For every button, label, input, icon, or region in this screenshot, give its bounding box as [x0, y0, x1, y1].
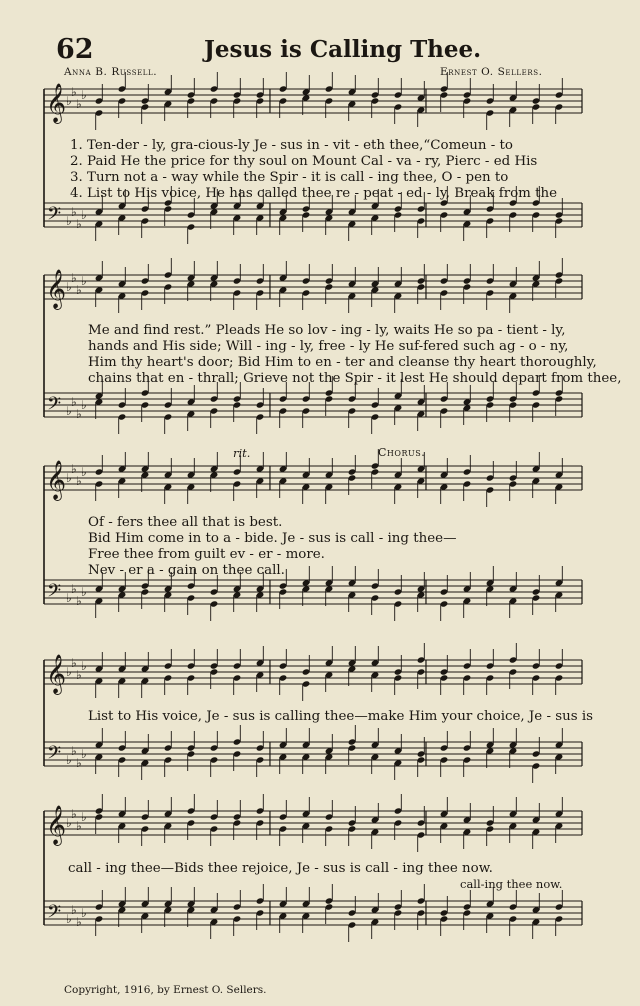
flat-sign: ♭	[71, 271, 77, 285]
flat-sign: ♭	[71, 85, 77, 99]
flat-sign: ♭	[76, 756, 82, 770]
flat-sign: ♭	[71, 582, 77, 596]
flat-sign: ♭	[66, 665, 72, 679]
flat-sign: ♭	[71, 807, 77, 821]
system5-lyric-alto: call-ing thee now.	[460, 877, 563, 891]
flat-sign: ♭	[71, 462, 77, 476]
flat-sign: ♭	[66, 912, 72, 926]
treble-clef: 𝄞	[46, 269, 67, 309]
flat-sign: ♭	[71, 903, 77, 917]
flat-sign: ♭	[81, 88, 87, 102]
system3-verse-4: Nev - er a - gain on thee call.	[88, 563, 285, 578]
flat-sign: ♭	[71, 744, 77, 758]
bass-clef: 𝄢	[47, 581, 62, 606]
flat-sign: ♭	[66, 591, 72, 605]
flat-sign: ♭	[81, 398, 87, 412]
hymn-composer: Ernest O. Sellers.	[440, 66, 543, 78]
flat-sign: ♭	[76, 97, 82, 111]
treble-clef: 𝄞	[46, 654, 67, 694]
system1-verse-4: 4. List to His voice, He has called thee re - peat - ed - ly, Break from the	[70, 186, 558, 201]
hymn-title: Jesus is Calling Thee.	[204, 36, 482, 63]
flat-sign: ♭	[76, 407, 82, 421]
bass-clef: 𝄢	[47, 394, 62, 419]
flat-sign: ♭	[76, 668, 82, 682]
flat-sign: ♭	[81, 585, 87, 599]
flat-sign: ♭	[81, 747, 87, 761]
flat-sign: ♭	[66, 753, 72, 767]
flat-sign: ♭	[71, 205, 77, 219]
flat-sign: ♭	[76, 594, 82, 608]
flat-sign: ♭	[81, 659, 87, 673]
flat-sign: ♭	[66, 214, 72, 228]
flat-sign: ♭	[71, 395, 77, 409]
copyright-notice: Copyright, 1916, by Ernest O. Sellers.	[64, 984, 267, 996]
flat-sign: ♭	[81, 274, 87, 288]
system2-verse-3: Him thy heart's door; Bid Him to en - ter and cleanse thy heart thoroughly,	[88, 355, 597, 370]
system3-verse-1: Of - fers thee all that is best.	[88, 515, 283, 530]
flat-sign: ♭	[71, 656, 77, 670]
ritardando-mark: rit.	[233, 446, 251, 460]
treble-clef: 𝄞	[46, 460, 67, 500]
system2-verse-1: Me and find rest.” Pleads He so lov - ing - ly, waits He so pa - tient - ly,	[88, 323, 566, 338]
flat-sign: ♭	[66, 404, 72, 418]
flat-sign: ♭	[76, 915, 82, 929]
chorus-label: Chorus.	[378, 446, 426, 459]
system1-verse-3: 3. Turn not a - way while the Spir - it is call - ing thee, O - pen to	[70, 170, 509, 185]
treble-clef: 𝄞	[46, 805, 67, 845]
bass-clef: 𝄢	[47, 902, 62, 927]
flat-sign: ♭	[76, 217, 82, 231]
flat-sign: ♭	[76, 283, 82, 297]
flat-sign: ♭	[66, 94, 72, 108]
flat-sign: ♭	[81, 208, 87, 222]
treble-clef: 𝄞	[46, 83, 67, 123]
system2-verse-2: hands and His side; Will - ing - ly, free - ly He suf-fered such ag - o - ny,	[88, 339, 569, 354]
bass-clef: 𝄢	[47, 204, 62, 229]
hymn-author: Anna B. Russell.	[64, 66, 158, 78]
hymn-number: 62	[56, 34, 94, 65]
flat-sign: ♭	[81, 465, 87, 479]
system5-lyric: call - ing thee—Bids thee rejoice, Je - sus is call - ing thee now.	[68, 861, 493, 876]
system4-lyric: List to His voice, Je - sus is calling thee—make Him your choice, Je - sus is	[88, 709, 594, 724]
system1-verse-2: 2. Paid He the price for thy soul on Mount Cal - va - ry, Pierc - ed His	[70, 154, 538, 169]
flat-sign: ♭	[76, 474, 82, 488]
flat-sign: ♭	[76, 819, 82, 833]
bass-clef: 𝄢	[47, 743, 62, 768]
flat-sign: ♭	[66, 280, 72, 294]
system3-verse-2: Bid Him come in to a - bide. Je - sus is call - ing thee—	[88, 531, 457, 546]
flat-sign: ♭	[66, 471, 72, 485]
system3-verse-3: Free thee from guilt ev - er - more.	[88, 547, 325, 562]
system2-verse-4: chains that en - thrall; Grieve not the Spir - it lest He should depart from thee,	[88, 371, 622, 386]
system1-verse-1: 1. Ten-der - ly, gra-cious-ly Je - sus in - vit - eth thee,“Comeun - to	[70, 138, 513, 153]
flat-sign: ♭	[81, 906, 87, 920]
flat-sign: ♭	[81, 810, 87, 824]
flat-sign: ♭	[66, 816, 72, 830]
